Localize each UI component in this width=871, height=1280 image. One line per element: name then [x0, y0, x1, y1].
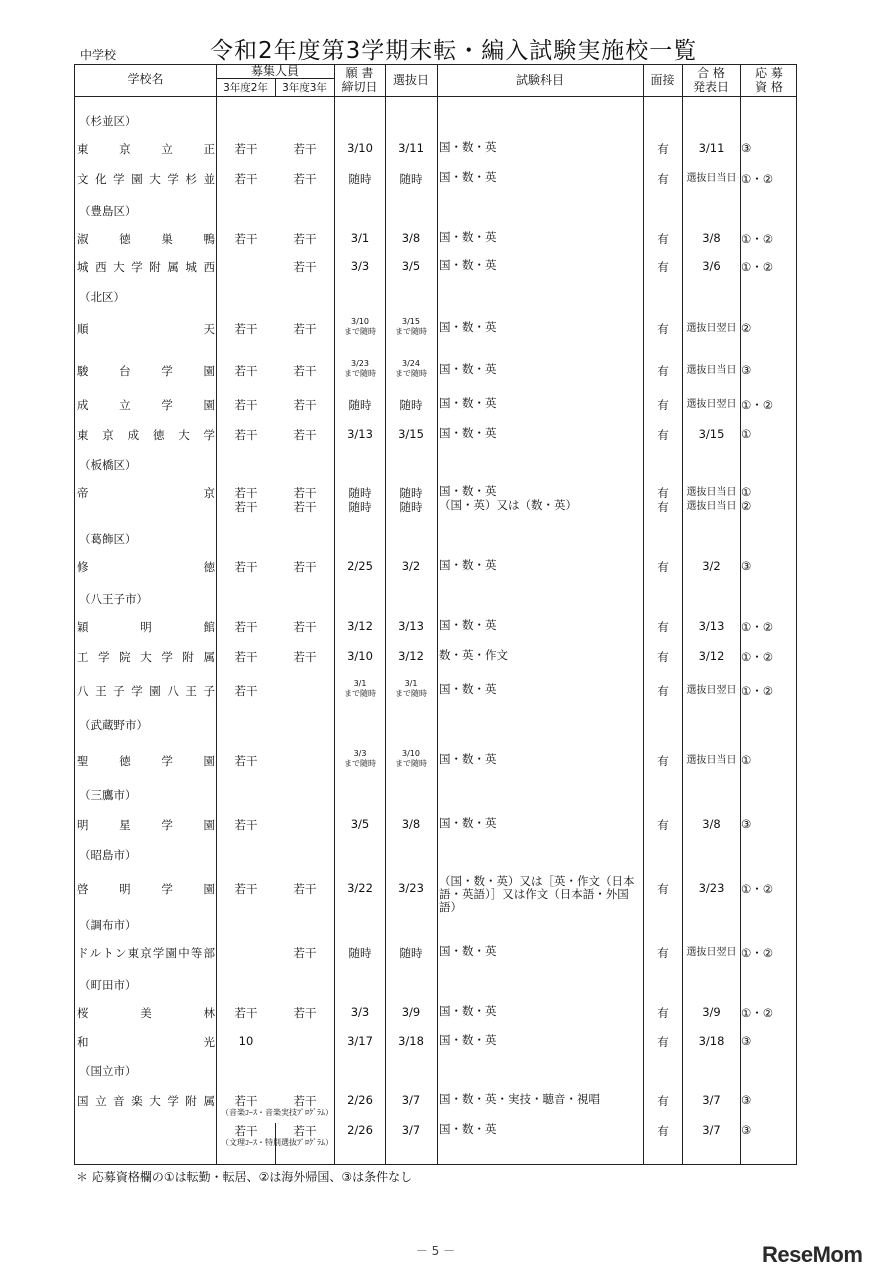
grade2-count: 若干 — [234, 650, 258, 664]
interview: 有 — [657, 322, 669, 336]
result-date: 3/13 — [698, 619, 725, 633]
school-name: 帝京 — [77, 486, 215, 500]
deadline-note: まで随時 — [344, 759, 376, 768]
school-name: 成立学園 — [77, 398, 215, 412]
grade3-count: 若干 — [293, 142, 317, 156]
resemom-logo: ReseMom — [762, 1242, 863, 1267]
interview: 有 — [657, 882, 669, 896]
interview: 有 — [657, 260, 669, 274]
subjects: 国・数・英 — [439, 944, 497, 958]
page-number: － 5 － — [415, 1244, 456, 1258]
deadline: 2/25 — [347, 559, 373, 573]
interview: 有 — [657, 1035, 669, 1049]
qualification: ③ — [741, 1034, 752, 1048]
qualification: ① — [741, 753, 752, 767]
exam-date: 随時 — [399, 172, 423, 186]
grade3-count: 若干 — [293, 650, 317, 664]
interview: 有 — [657, 364, 669, 378]
deadline: 3/3 — [350, 1005, 370, 1019]
grade3-count: 若干 — [293, 260, 317, 274]
header-deadline-top: 願 書 — [345, 66, 374, 80]
qualification: ③ — [741, 1093, 752, 1107]
subjects: 国・数・英 — [439, 170, 497, 184]
grade3-count: 若干 — [293, 560, 317, 574]
district-label: （町田市） — [79, 978, 137, 992]
header-grade2: 3年度2年 — [223, 82, 268, 94]
district-label: （杉並区） — [79, 114, 137, 128]
subjects: 国・数・英 — [439, 752, 497, 766]
result-date: 3/23 — [698, 881, 725, 895]
exam-date: 随時 — [399, 946, 423, 960]
grade3-count: 若干 — [293, 232, 317, 246]
result-date: 3/8 — [702, 817, 721, 831]
result-date: 3/15 — [698, 427, 725, 441]
grade2-count: 若干 — [234, 398, 258, 412]
qualification: ① — [741, 485, 752, 499]
result-date: 3/18 — [698, 1034, 725, 1048]
qualification: ①・② — [741, 882, 774, 896]
grade3-count: 若干 — [293, 946, 317, 960]
subjects: 国・数・英 — [439, 258, 497, 272]
deadline-note: まで随時 — [344, 369, 376, 378]
result-date: 選抜日翌日 — [686, 685, 737, 696]
qualification: ①・② — [741, 946, 774, 960]
deadline: 3/17 — [347, 1034, 373, 1048]
interview: 有 — [657, 1124, 669, 1138]
deadline: 3/3 — [350, 259, 370, 273]
grade3-count: 若干 — [293, 428, 317, 442]
exam-date: 随時 — [399, 398, 423, 412]
subjects: 数・英・作文 — [439, 648, 508, 662]
qualification: ① — [741, 427, 752, 441]
deadline: 3/5 — [350, 817, 370, 831]
deadline: 3/22 — [347, 881, 373, 895]
grade3-count: 若干 — [293, 500, 317, 514]
subjects: 国・数・英 — [439, 362, 497, 376]
grade2-count: 若干 — [234, 364, 258, 378]
district-label: （豊島区） — [79, 204, 137, 218]
result-date: 3/7 — [702, 1123, 721, 1137]
school-name: 順天 — [77, 322, 215, 336]
grade2-count: 若干 — [234, 882, 258, 896]
grade2-count: 若干 — [234, 1094, 258, 1108]
district-label: （国立市） — [79, 1064, 137, 1078]
subjects: 国・数・英 — [439, 682, 497, 696]
district-label: （葛飾区） — [79, 532, 137, 546]
subjects: 国・数・英 — [439, 426, 497, 440]
subjects: 国・数・英 — [439, 1122, 497, 1136]
subjects: 国・数・英 — [439, 618, 497, 632]
deadline: 3/13 — [347, 427, 373, 441]
qualification: ①・② — [741, 398, 774, 412]
course-note: （文理ｺｰｽ・特別選抜ﾌﾟﾛｸﾞﾗﾑ） — [221, 1138, 333, 1147]
exam-date-note: まで随時 — [395, 689, 427, 698]
subjects: 国・数・英 — [439, 396, 497, 410]
interview: 有 — [657, 754, 669, 768]
result-date: 3/11 — [698, 141, 725, 155]
header-result-bottom: 発表日 — [692, 80, 729, 94]
district-label: （武蔵野市） — [79, 718, 148, 732]
grade2-count: 10 — [238, 1034, 254, 1048]
exam-date: 随時 — [399, 486, 423, 500]
interview: 有 — [657, 818, 669, 832]
deadline: 3/23 — [351, 359, 369, 368]
school-name: 駿台学園 — [77, 364, 215, 378]
result-date: 選抜日当日 — [686, 365, 737, 376]
result-date: 選抜日翌日 — [686, 399, 737, 410]
deadline: 随時 — [348, 398, 372, 412]
qualification: ③ — [741, 817, 752, 831]
result-date: 選抜日当日 — [686, 501, 737, 512]
deadline: 3/1 — [350, 231, 370, 245]
school-name: 和光 — [77, 1035, 215, 1049]
qualification: ② — [741, 321, 752, 335]
exam-date: 3/15 — [402, 317, 420, 326]
school-name: 明星学園 — [77, 818, 215, 832]
school-name: 国立音楽大学附属 — [77, 1094, 215, 1108]
subjects: 国・数・英 — [439, 1004, 497, 1018]
subjects: 国・数・英 — [439, 320, 497, 334]
grade2-count: 若干 — [234, 1124, 258, 1138]
qualification: ①・② — [741, 232, 774, 246]
qualification: ③ — [741, 1123, 752, 1137]
school-name: 聖徳学園 — [77, 754, 215, 768]
header-deadline-bottom: 締切日 — [341, 80, 378, 94]
qualification: ③ — [741, 363, 752, 377]
exam-date: 随時 — [399, 500, 423, 514]
result-date: 3/7 — [702, 1093, 721, 1107]
grade3-count: 若干 — [293, 882, 317, 896]
subjects: 国・数・英 — [439, 484, 497, 498]
deadline: 3/10 — [347, 649, 373, 663]
exam-date: 3/8 — [401, 231, 421, 245]
result-date: 選抜日当日 — [686, 487, 737, 498]
grade3-count: 若干 — [293, 486, 317, 500]
result-date: 選抜日翌日 — [686, 947, 737, 958]
grade3-count: 若干 — [293, 1124, 317, 1138]
deadline: 随時 — [348, 946, 372, 960]
exam-date: 3/5 — [401, 259, 421, 273]
result-date: 選抜日翌日 — [686, 323, 737, 334]
qualification: ①・② — [741, 172, 774, 186]
district-label: （三鷹市） — [79, 788, 137, 802]
subjects: 国・数・英 — [439, 140, 497, 154]
grade2-count: 若干 — [234, 620, 258, 634]
grade3-count: 若干 — [293, 398, 317, 412]
exam-date: 3/2 — [401, 559, 421, 573]
grade2-count: 若干 — [234, 486, 258, 500]
qualification: ③ — [741, 559, 752, 573]
school-name: ドルトン東京学園中等部 — [77, 946, 215, 960]
interview: 有 — [657, 486, 669, 500]
school-name: 東京成徳大学 — [77, 428, 215, 442]
subjects: 国・数・英 — [439, 558, 497, 572]
exam-date: 3/23 — [398, 881, 424, 895]
school-name: 八王子学園八王子 — [77, 684, 215, 698]
interview: 有 — [657, 428, 669, 442]
interview: 有 — [657, 684, 669, 698]
exam-date: 3/11 — [398, 141, 424, 155]
grade3-count: 若干 — [293, 1006, 317, 1020]
exam-date: 3/18 — [398, 1034, 424, 1048]
qualification: ①・② — [741, 1006, 774, 1020]
school-name: 穎明館 — [77, 620, 215, 634]
interview: 有 — [657, 232, 669, 246]
qualification: ①・② — [741, 260, 774, 274]
district-label: （北区） — [79, 290, 125, 304]
deadline: 随時 — [348, 172, 372, 186]
exam-date-note: まで随時 — [395, 369, 427, 378]
district-label: （調布市） — [79, 918, 137, 932]
interview: 有 — [657, 560, 669, 574]
subjects: 国・数・英 — [439, 816, 497, 830]
exam-date: 3/24 — [402, 359, 420, 368]
header-qual-bottom: 資 格 — [755, 80, 783, 94]
school-name: 啓明学園 — [77, 882, 215, 896]
interview: 有 — [657, 946, 669, 960]
result-date: 3/12 — [698, 649, 725, 663]
grade2-count: 若干 — [234, 428, 258, 442]
school-name: 淑徳巣鴨 — [77, 232, 215, 246]
school-name: 桜美林 — [77, 1006, 215, 1020]
interview: 有 — [657, 500, 669, 514]
header-subjects: 試験科目 — [515, 73, 564, 87]
grade2-count: 若干 — [234, 818, 258, 832]
header-qual-top: 応 募 — [755, 66, 783, 80]
grade3-count: 若干 — [293, 620, 317, 634]
interview: 有 — [657, 650, 669, 664]
exam-date: 3/8 — [401, 817, 421, 831]
exam-date-note: まで随時 — [395, 327, 427, 336]
header-recruit: 募集人員 — [250, 64, 299, 78]
subjects: （国・英）又は（数・英） — [439, 498, 577, 512]
school-name: 工学院大学附属 — [77, 650, 215, 664]
deadline: 2/26 — [347, 1123, 373, 1137]
qualification: ③ — [741, 141, 752, 155]
grade2-count: 若干 — [234, 754, 258, 768]
school-name: 東京立正 — [77, 142, 215, 156]
subjects: 国・数・英 — [439, 1033, 497, 1047]
deadline: 3/3 — [353, 749, 367, 758]
subjects: 国・数・英・実技・聴音・視唱 — [439, 1092, 600, 1106]
grade2-count: 若干 — [234, 560, 258, 574]
exam-date: 3/1 — [404, 679, 418, 688]
interview: 有 — [657, 142, 669, 156]
header-result-top: 合 格 — [697, 66, 725, 80]
school-name: 文化学園大学杉並 — [77, 172, 215, 186]
district-label: （板橋区） — [79, 458, 137, 472]
deadline: 3/1 — [353, 679, 367, 688]
exam-date: 3/13 — [398, 619, 424, 633]
header-exam-date: 選抜日 — [392, 73, 429, 87]
school-name: 修徳 — [77, 560, 215, 574]
header-school-name: 学校名 — [127, 72, 164, 86]
grade2-count: 若干 — [234, 500, 258, 514]
interview: 有 — [657, 1006, 669, 1020]
grade3-count: 若干 — [293, 1094, 317, 1108]
deadline: 随時 — [348, 486, 372, 500]
result-date: 選抜日当日 — [686, 173, 737, 184]
deadline: 2/26 — [347, 1093, 373, 1107]
deadline: 3/10 — [347, 141, 373, 155]
page-title: 令和2年度第3学期末転・編入試験実施校一覧 — [210, 38, 698, 64]
grade2-count: 若干 — [234, 172, 258, 186]
district-label: （八王子市） — [79, 592, 148, 606]
exam-date: 3/9 — [401, 1005, 421, 1019]
grade3-count: 若干 — [293, 322, 317, 336]
deadline-note: まで随時 — [344, 327, 376, 336]
deadline: 随時 — [348, 500, 372, 514]
grade3-count: 若干 — [293, 364, 317, 378]
school-category: 中学校 — [80, 48, 117, 62]
header-grade3: 3年度3年 — [282, 82, 327, 94]
subjects: 国・数・英 — [439, 230, 497, 244]
interview: 有 — [657, 620, 669, 634]
exam-date: 3/7 — [401, 1093, 421, 1107]
exam-date: 3/15 — [398, 427, 424, 441]
qualification: ①・② — [741, 650, 774, 664]
result-date: 3/9 — [702, 1005, 721, 1019]
grade2-count: 若干 — [234, 322, 258, 336]
exam-table — [74, 64, 797, 1165]
deadline: 3/12 — [347, 619, 373, 633]
course-note: （音楽ｺｰｽ・音楽実技ﾌﾟﾛｸﾞﾗﾑ） — [221, 1108, 333, 1117]
exam-date: 3/7 — [401, 1123, 421, 1137]
district-label: （昭島市） — [79, 848, 137, 862]
grade2-count: 若干 — [234, 684, 258, 698]
school-name: 城西大学附属城西 — [77, 260, 215, 274]
exam-date: 3/12 — [398, 649, 424, 663]
interview: 有 — [657, 398, 669, 412]
subjects: （国・数・英）又は［英・作文（日本語・英語）］又は作文（日本語・外国語） — [439, 874, 635, 914]
interview: 有 — [657, 1094, 669, 1108]
footnote: ＊ 応募資格欄の①は転勤・転居、②は海外帰国、③は条件なし — [76, 1170, 413, 1184]
qualification: ①・② — [741, 620, 774, 634]
grade2-count: 若干 — [234, 232, 258, 246]
exam-date: 3/10 — [402, 749, 420, 758]
cell-divider — [275, 1123, 276, 1165]
qualification: ①・② — [741, 684, 774, 698]
grade3-count: 若干 — [293, 172, 317, 186]
grade2-count: 若干 — [234, 142, 258, 156]
exam-date-note: まで随時 — [395, 759, 427, 768]
result-date: 3/2 — [702, 559, 721, 573]
result-date: 3/8 — [702, 231, 721, 245]
interview: 有 — [657, 172, 669, 186]
result-date: 選抜日当日 — [686, 755, 737, 766]
grade2-count: 若干 — [234, 1006, 258, 1020]
qualification: ② — [741, 499, 752, 513]
header-interview: 面接 — [650, 73, 675, 87]
deadline: 3/10 — [351, 317, 369, 326]
deadline-note: まで随時 — [344, 689, 376, 698]
result-date: 3/6 — [702, 259, 721, 273]
